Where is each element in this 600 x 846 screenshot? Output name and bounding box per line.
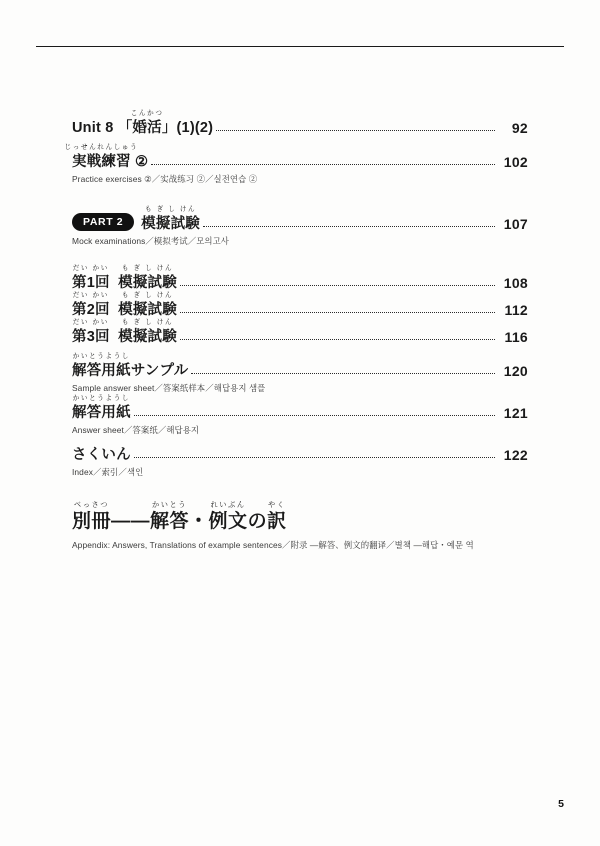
leader-dots — [134, 457, 495, 458]
ruby-base: 模擬試験 — [118, 328, 177, 345]
toc-entry-title — [72, 352, 189, 379]
toc-entry-main — [72, 205, 528, 233]
ruby-text: べっさつ — [73, 500, 110, 510]
ruby-group — [130, 109, 164, 136]
part-badge: PART 2 — [72, 213, 134, 231]
toc-entry-main — [72, 291, 528, 319]
ruby-text: かいとう — [151, 500, 188, 510]
ruby-group — [72, 291, 110, 318]
toc-page-number: 108 — [503, 275, 528, 292]
toc-entry-title — [72, 109, 214, 136]
folio-page-number: 5 — [558, 798, 564, 810]
toc-entry-subtitle: Mock examinations／模拟考试／모의고사 — [72, 236, 229, 247]
leader-dots — [180, 285, 495, 286]
toc-entry-main — [72, 447, 528, 463]
ruby-group — [150, 500, 190, 533]
toc-entry-main — [72, 264, 528, 292]
ruby-group — [72, 352, 131, 379]
toc-entry-appendix[interactable] — [72, 500, 528, 551]
toc-entry-title — [72, 394, 131, 421]
leader-dots — [203, 226, 495, 227]
toc-entry-title — [64, 143, 149, 170]
toc-entry-title — [72, 448, 131, 463]
toc-entry-subtitle: Sample answer sheet／答案纸样本／해답용지 샘플 — [72, 383, 266, 394]
ruby-group — [208, 500, 248, 533]
leader-dots — [191, 373, 495, 374]
ruby-base: 模擬試験 — [118, 274, 177, 291]
ruby-text: こんかつ — [130, 109, 164, 117]
toc-entry-unit8[interactable] — [72, 109, 528, 136]
ruby-group — [118, 318, 177, 345]
ruby-base: 模擬試験 — [141, 215, 200, 232]
toc-title-quote: 「 — [117, 119, 133, 136]
toc-content — [64, 109, 528, 551]
ruby-group — [267, 500, 287, 533]
ruby-group — [72, 264, 110, 291]
ruby-base: 訳 — [267, 511, 287, 533]
toc-title-suffix: さくいん — [72, 446, 131, 463]
ruby-group — [118, 264, 177, 291]
toc-entry-title — [72, 318, 177, 345]
toc-page-number: 116 — [504, 329, 528, 346]
ruby-base: 婚活 — [132, 119, 162, 136]
toc-page-number: 112 — [504, 302, 528, 319]
ruby-text: じっせんれんしゅう — [64, 143, 139, 151]
appendix-subtitle: Appendix: Answers, Translations of example sentences／附录 —解答、例文的翻译／별책 —해답・예문 역 — [72, 539, 474, 550]
toc-page-number: 102 — [503, 154, 528, 170]
toc-entry-mock-exam-3[interactable] — [72, 318, 528, 346]
ruby-group — [118, 291, 177, 318]
ruby-base: 例文 — [208, 511, 248, 533]
ruby-text: だい かい — [72, 291, 109, 299]
toc-entry-main — [72, 318, 528, 346]
ruby-text: やく — [268, 500, 286, 510]
leader-dots — [180, 312, 495, 313]
toc-entry-title — [72, 291, 177, 318]
toc-entry-sample-answer-sheet[interactable] — [72, 352, 528, 394]
ruby-text: も ぎ し けん — [144, 205, 197, 213]
leader-dots — [180, 339, 495, 340]
ruby-group — [72, 500, 112, 533]
appendix-dash: —— — [111, 511, 151, 533]
ruby-base: 第1回 — [72, 274, 110, 291]
toc-page-number: 120 — [503, 363, 528, 380]
toc-entry-main — [72, 352, 528, 380]
ruby-base: 別冊 — [72, 511, 112, 533]
toc-page-number: 92 — [511, 120, 528, 136]
ruby-text: だい かい — [72, 318, 109, 326]
appendix-particle: の — [247, 511, 268, 533]
ruby-group — [72, 394, 131, 421]
toc-entry-main — [72, 109, 528, 136]
leader-dots — [151, 164, 495, 165]
ruby-base: 第3回 — [72, 328, 110, 345]
ruby-text: かいとうようし — [72, 394, 131, 402]
appendix-title — [72, 500, 287, 533]
toc-entry-main — [64, 143, 528, 170]
leader-dots — [134, 415, 495, 416]
toc-page-number: 122 — [503, 447, 528, 464]
appendix-middot: ・ — [189, 511, 209, 533]
toc-entry-subtitle: Practice exercises ②／实战练习 ②／실전연습 ② — [72, 174, 258, 184]
toc-entry-index[interactable] — [72, 447, 528, 478]
ruby-text: も ぎ し けん — [121, 264, 174, 272]
ruby-text: も ぎ し けん — [121, 291, 174, 299]
ruby-text: も ぎ し けん — [121, 318, 174, 326]
toc-entry-part-2[interactable] — [72, 205, 528, 247]
toc-page-number: 107 — [503, 216, 528, 233]
ruby-base: 第2回 — [72, 301, 110, 318]
toc-entry-mock-exam-1[interactable] — [72, 264, 528, 292]
ruby-base: 解答用紙 — [72, 362, 131, 379]
ruby-group — [64, 143, 139, 170]
ruby-group — [141, 205, 200, 232]
toc-entry-subtitle: Index／索引／색인 — [72, 467, 144, 478]
ruby-text: かいとうようし — [72, 352, 131, 360]
toc-title-suffix: サンプル — [130, 362, 189, 379]
ruby-base: 実戦練習 — [72, 153, 131, 170]
ruby-text: れいぶん — [210, 500, 246, 510]
toc-entry-subtitle: Answer sheet／答案纸／해답용지 — [72, 425, 200, 436]
toc-title-prefix: Unit 8 — [72, 119, 118, 136]
leader-dots — [216, 130, 495, 131]
ruby-base: 模擬試験 — [118, 301, 177, 318]
ruby-base: 解答用紙 — [72, 404, 131, 421]
ruby-base: 解答 — [150, 511, 190, 533]
toc-entry-answer-sheet[interactable] — [72, 394, 528, 436]
toc-entry-title — [141, 205, 200, 232]
toc-title-suffix: 」(1)(2) — [161, 119, 214, 136]
toc-entry-main — [72, 394, 528, 422]
header-rule — [36, 46, 564, 47]
toc-entry-title — [72, 264, 177, 291]
toc-entry-practice-2[interactable] — [64, 143, 528, 185]
toc-title-suffix: ② — [130, 153, 149, 170]
ruby-text: だい かい — [72, 264, 109, 272]
toc-page-number: 121 — [503, 405, 528, 422]
toc-entry-mock-exam-2[interactable] — [72, 291, 528, 319]
ruby-group — [72, 318, 110, 345]
